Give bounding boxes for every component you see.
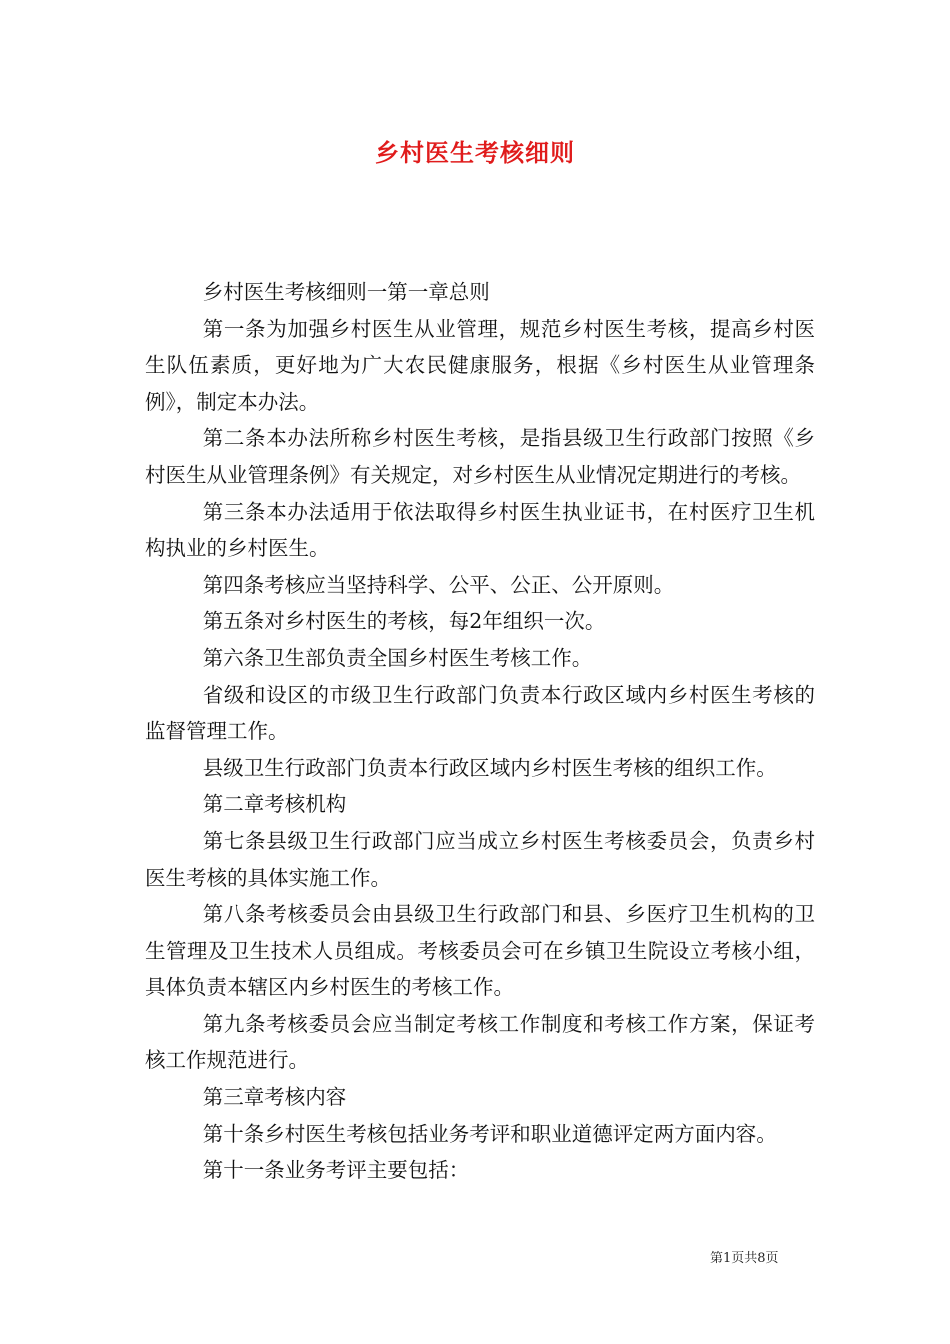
document-body: [145, 274, 815, 1189]
paragraph-article-2: 第二条本办法所称乡村医生考核，是指县级卫生行政部门按照《乡村医生从业管理条例》有关规定，对乡村医生从业情况定期进行的考核。: [145, 426, 815, 487]
paragraph-article-6: 第六条卫生部负责全国乡村医生考核工作。: [202, 645, 593, 670]
paragraph-article-6-provincial: 省级和设区的市级卫生行政部门负责本行政区域内乡村医生考核的监督管理工作。: [145, 682, 815, 744]
paragraph-heading-chapter-2: 第二章考核机构: [202, 792, 347, 817]
document-title: 乡村医生考核细则: [375, 138, 575, 167]
paragraph-heading-chapter-1: 乡村医生考核细则一第一章总则: [202, 280, 490, 304]
paragraph-article-3: 第三条本办法适用于依法取得乡村医生执业证书，在村医疗卫生机构执业的乡村医生。: [145, 499, 815, 561]
paragraph-article-6-county: 县级卫生行政部门负责本行政区域内乡村医生考核的组织工作。: [202, 755, 777, 780]
paragraph-article-9: 第九条考核委员会应当制定考核工作制度和考核工作方案，保证考核工作规范进行。: [145, 1011, 815, 1073]
paragraph-article-8: 第八条考核委员会由县级卫生行政部门和县、乡医疗卫生机构的卫生管理及卫生技术人员组成。考核委员会可在乡镇卫生院设立考核小组，具体负责本辖区内乡村医生的考核工作。: [145, 902, 815, 1000]
paragraph-article-1: 第一条为加强乡村医生从业管理，规范乡村医生考核，提高乡村医生队伍素质，更好地为广大农民健康服务，根据《乡村医生从业管理条例》，制定本办法。: [145, 316, 815, 414]
paragraph-article-7: 第七条县级卫生行政部门应当成立乡村医生考核委员会，负责乡村医生考核的具体实施工作。: [145, 828, 815, 890]
paragraph-article-4: 第四条考核应当坚持科学、公平、公正、公开原则。: [202, 572, 675, 597]
paragraph-article-10: 第十条乡村医生考核包括业务考评和职业道德评定两方面内容。: [202, 1121, 777, 1146]
paragraph-heading-chapter-3: 第三章考核内容: [202, 1085, 347, 1110]
page-number-label: 第1页共8页: [710, 1251, 779, 1266]
paragraph-article-5: 第五条对乡村医生的考核，每2年组织一次。: [202, 609, 606, 634]
paragraph-article-11: 第十一条业务考评主要包括：: [202, 1158, 470, 1183]
page-number-footer: [710, 1247, 779, 1266]
